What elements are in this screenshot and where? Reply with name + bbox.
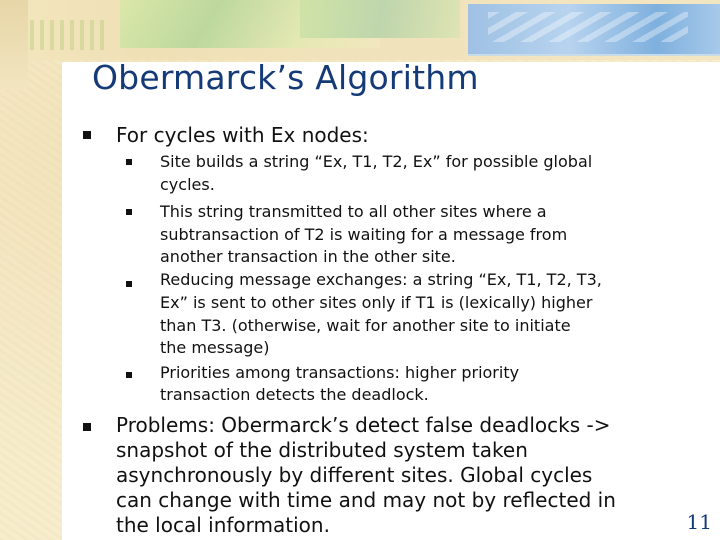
bullet-text: snapshot of the distributed system taken [116,438,528,462]
bullet-text: Problems: Obermarck’s detect false deadlocks -> [116,413,611,437]
bullet-text: For cycles with Ex nodes: [116,123,369,147]
decorative-pattern [30,20,110,50]
sub-bullet-marker [126,159,132,165]
decorative-strip [0,0,28,90]
sub-bullet-line: subtransaction of T2 is waiting for a message from [160,225,568,244]
page-number: 11 [686,510,712,534]
sub-bullet-line: Priorities among transactions: higher priority [160,363,520,382]
decorative-blue-band [468,4,720,56]
decorative-leaves-overlay [300,0,460,38]
sub-bullet-line: Site builds a string “Ex, T1, T2, Ex” for possible global [160,152,593,171]
sub-bullet-marker [126,209,132,215]
bullet-text: can change with time and may not by reflected in [116,488,616,512]
bullet-text: asynchronously by different sites. Global cycles [116,463,593,487]
sub-bullet-line: Reducing message exchanges: a string “Ex, T1, T2, T3, [160,270,602,289]
bullet-text: the local information. [116,513,330,537]
sub-bullet-line: Ex” is sent to other sites only if T1 is (lexically) higher [160,293,593,312]
sub-bullet-line: another transaction in the other site. [160,247,456,266]
sub-bullet-line: cycles. [160,175,215,194]
sub-bullet-line: This string transmitted to all other sites where a [160,202,547,221]
sub-bullet-marker [126,281,132,287]
slide-title: Obermarck’s Algorithm [92,58,479,97]
sub-bullet-line: than T3. (otherwise, wait for another site to initiate [160,316,571,335]
sub-bullet-line: transaction detects the deadlock. [160,385,429,404]
sub-bullet-line: the message) [160,338,270,357]
bullet-marker [83,131,91,139]
sub-bullet-marker [126,372,132,378]
bullet-marker [83,423,91,431]
